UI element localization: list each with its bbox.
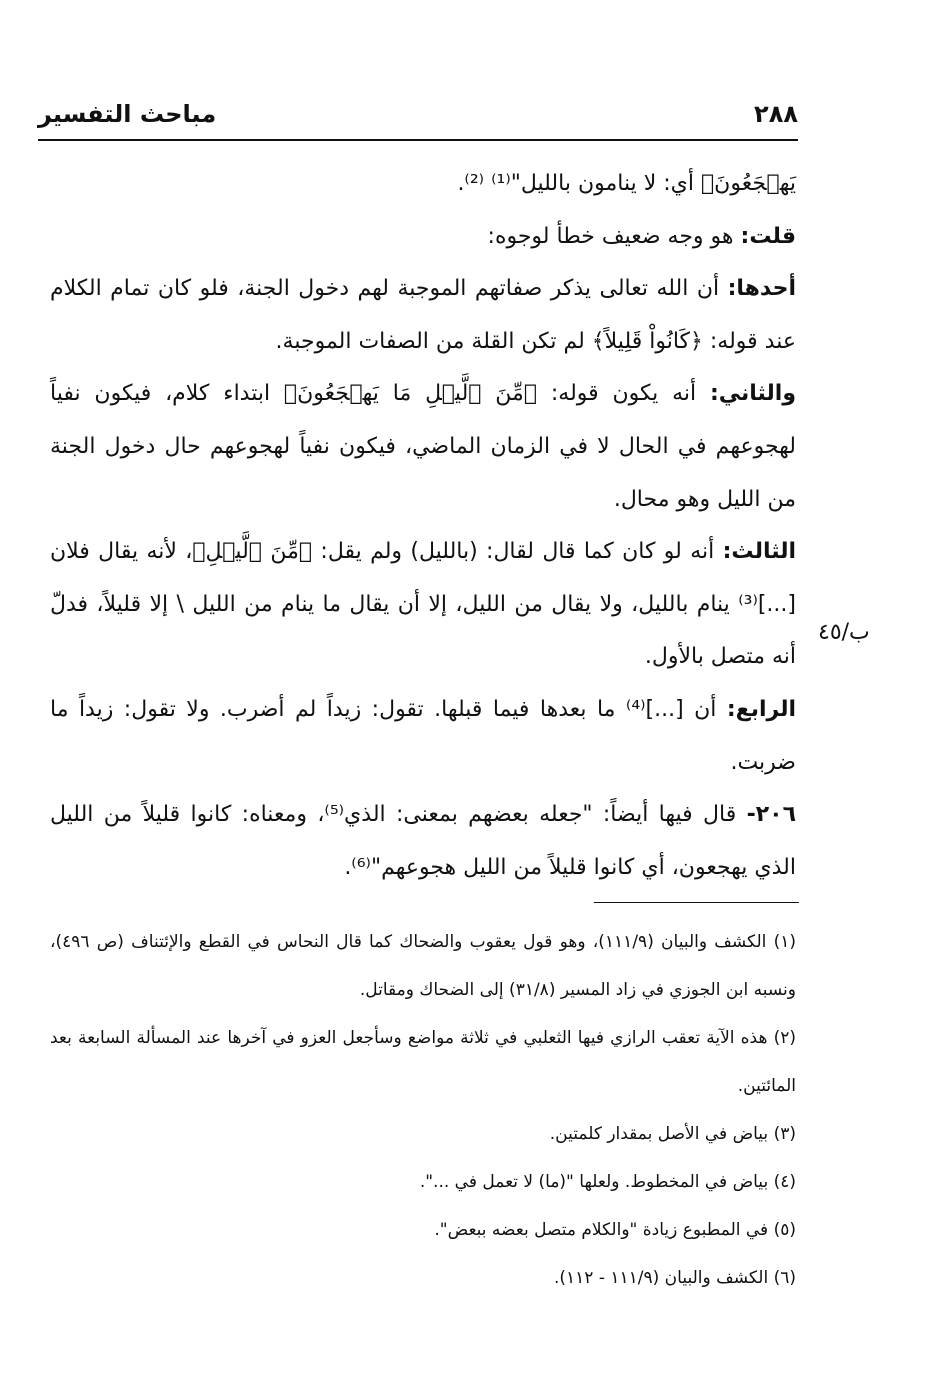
footnote-4: (٤) بياض في المخطوط. ولعلها "(ما) لا تعمل في ...".: [419, 1172, 796, 1192]
paragraph-issue-206: ٢٠٦- قال فيها أيضاً: "جعله بعضهم بمعنى: الذي⁽⁵⁾، ومعناه: كانوا قليلاً من الليل الذي يهجعون، أي كانوا قليلاً من الليل هجوعهم"⁽⁶⁾.: [50, 802, 797, 880]
footnote-3: (٣) بياض في الأصل بمقدار كلمتين.: [549, 1124, 796, 1144]
paragraph-lead: الرابع:: [726, 696, 796, 722]
paragraph-lead: والثاني:: [709, 381, 796, 407]
paragraph-qultu: قلت: هو وجه ضعيف خطأ لوجوه:: [487, 223, 796, 249]
paragraph-lead: أحدها:: [727, 276, 796, 302]
paragraph-first-reason: أحدها: أن الله تعالى يذكر صفاتهم الموجبة لهم دخول الجنة، فلو كان تمام الكلام عند قوله: ﴿كَانُواْ قَلِيلاً﴾ لم تكن القلة من الصفات الموجبة.: [50, 276, 796, 354]
paragraph-lead: الثالث:: [722, 539, 796, 565]
footnotes: [50, 918, 796, 1302]
footnote-6: (٦) الكشف والبيان (١١١/٩ - ١١٢).: [553, 1268, 796, 1288]
running-title: مباحث التفسير: [38, 100, 217, 128]
footnote-1: (١) الكشف والبيان (١١١/٩)، وهو قول يعقوب والضحاك كما قال النحاس في القطع والإئتناف (ص ٤٩٦)، ونسبه ابن الجوزي في زاد المسير (٣١/٨) إلى الضحاك ومقاتل.: [50, 932, 796, 1000]
main-text: [50, 158, 796, 894]
paragraph-fourth-reason: الرابع: أن [...]⁽⁴⁾ ما بعدها فيما قبلها. تقول: زيداً لم أضرب. ولا تقول: زيداً ما ضربت.: [50, 696, 796, 775]
page-number: ٢٨٨: [754, 100, 798, 128]
running-header: [38, 92, 798, 136]
paragraph-ayah-end: يَهۡجَعُونَ﴾ أي: لا ينامون بالليل"⁽¹⁾ ⁽²⁾.: [457, 171, 796, 196]
paragraph-third-reason: الثالث: أنه لو كان كما قال لقال: (بالليل) ولم يقل: ﴿مِّنَ ٱلَّيۡلِ﴾، لأنه يقال فلان [...]⁽³⁾ ينام بالليل، ولا يقال من الليل، إلا أن يقال ما ينام من الليل \ إلا قليلاً، فدلّ أنه متصل بالأول.: [50, 539, 796, 670]
paragraph-second-reason: والثاني: أنه يكون قوله: ﴿مِّنَ ٱلَّيۡلِ مَا يَهۡجَعُونَ﴾ ابتداء كلام، فيكون نفياً لهجوعهم في الحال لا في الزمان الماضي، فيكون نفياً لهجوعهم حال دخول الجنة من الليل وهو محال.: [50, 381, 796, 512]
footnote-5: (٥) في المطبوع زيادة "والكلام متصل بعضه ببعض".: [434, 1220, 796, 1240]
header-rule: [38, 139, 798, 141]
footnote-rule: [594, 902, 799, 903]
paragraph-lead: ٢٠٦-: [746, 802, 797, 828]
manuscript-folio-note: ب/٤٥: [818, 620, 870, 645]
footnote-2: (٢) هذه الآية تعقب الرازي فيها الثعلبي في ثلاثة مواضع وسأجعل العزو في آخرها عند المسألة السابعة بعد المائتين.: [50, 1028, 796, 1096]
paragraph-lead: قلت:: [740, 223, 796, 249]
